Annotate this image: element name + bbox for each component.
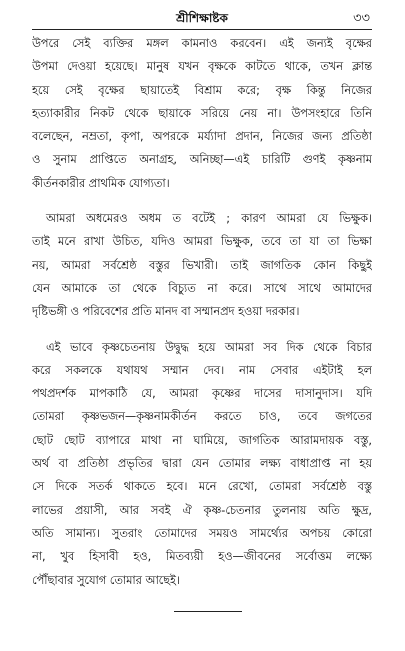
text-line: অর্থ বা প্রতিষ্ঠা প্রভৃতির দ্বারা যেন তোমার লক্ষ্য বাধাপ্রাপ্ত না হয় [32,457,372,471]
text-line: যেন আমাকে তা থেকে বিচ্যুত না করে। সাথে সাথে আমাদের [32,281,372,295]
paragraph-3 [32,336,372,592]
paragraph-2 [32,207,372,323]
paragraph-1 [32,32,372,195]
text-line: সে দিকে সতর্ক থাকতে হবে। মনে রেখো, তোমরা সর্বশ্রেষ্ঠ বস্তু [32,480,372,494]
page-header [32,8,372,30]
text-line: বলেছেন, নম্রতা, কৃপা, অপরকে মর্য্যাদা প্রদান, নিজের জন্য প্রতিষ্ঠা [32,130,372,144]
page-number: ৩৩ [353,11,370,26]
text-line: করে সকলকে যথাযথ সম্মান দেব। নাম সেবার এইটাই হল [32,363,372,377]
text-line: হয়ে সেই বৃক্ষের ছায়াতেই বিশ্রাম করে; বৃক্ষ কিন্তু নিজের [32,83,372,97]
text-line: না, খুব হিসাবী হও, মিতব্যয়ী হও—জীবনের সর্বোত্তম লক্ষ্যে [32,550,372,564]
text-line: এই ভাবে কৃষ্ণচেতনায় উদ্বুদ্ধ হয়ে আমরা সব দিক থেকে বিচার [46,340,372,354]
text-line: তাই মনে রাখা উচিত, যদিও আমরা ভিক্ষুক, তবে তা যা তা ভিক্ষা [32,235,372,249]
text-line: তোমরা কৃষ্ণভজন—কৃষ্ণনামকীর্তন করতে চাও, তবে জগতের [32,410,372,424]
text-line: পথপ্রদর্শক মাপকাঠি যে, আমরা কৃষ্ণের দাসের দাসানুদাস। যদি [32,387,372,401]
text-line: দৃষ্টিভঙ্গী ও পরিবেশের প্রতি মানদ বা সম্মানপ্রদ হওয়া দরকার। [32,305,300,319]
text-line: ও সুনাম প্রাপ্তিতে অনাগ্রহ, অনিচ্ছা—এই চারিটি গুণই কৃষ্ণনাম [32,153,372,167]
text-line: অতি সামান্য। সুতরাং তোমাদের সময়ও সামর্থ্যের অপচয় কোরো [32,526,372,540]
section-end-rule [174,611,242,612]
text-line: কীর্তনকারীর প্রাথমিক যোগ্যতা। [32,176,170,190]
text-line: আমরা অধমেরও অধম ত বটেই ; কারণ আমরা যে ভিক্ষুক। [46,212,372,226]
text-line: নয়, আমরা সর্বশ্রেষ্ঠ বস্তুর ভিখারী। তাই জাগতিক কোন কিছুই [32,258,372,272]
text-line: উপরে সেই ব্যক্তির মঙ্গল কামনাও করবেন। এই জন্যই বৃক্ষের [32,37,372,50]
text-line: উপমা দেওয়া হয়েছে। মানুষ যখন বৃক্ষকে কাটতে থাকে, তখন ক্লান্ত [32,60,372,74]
text-line: ছোট ছোট ব্যাপারে মাথা না ঘামিয়ে, জাগতিক আরামদায়ক বস্তু, [32,433,372,447]
header-rule [32,29,372,30]
running-title: শ্রীশিক্ষাষ্টক [176,11,228,25]
body-text [32,32,372,592]
text-line: হত্যাকারীর নিকট থেকে ছায়াকে সরিয়ে নেয় না। উপসংহারে তিনি [32,106,372,120]
text-line: লাভের প্রয়াসী, আর সবই ঐ কৃষ্ণ-চেতনার তুলনায় অতি ক্ষুদ্র, [32,503,372,517]
text-line: পৌঁছাবার সুযোগ তোমার আছেই। [32,573,180,587]
